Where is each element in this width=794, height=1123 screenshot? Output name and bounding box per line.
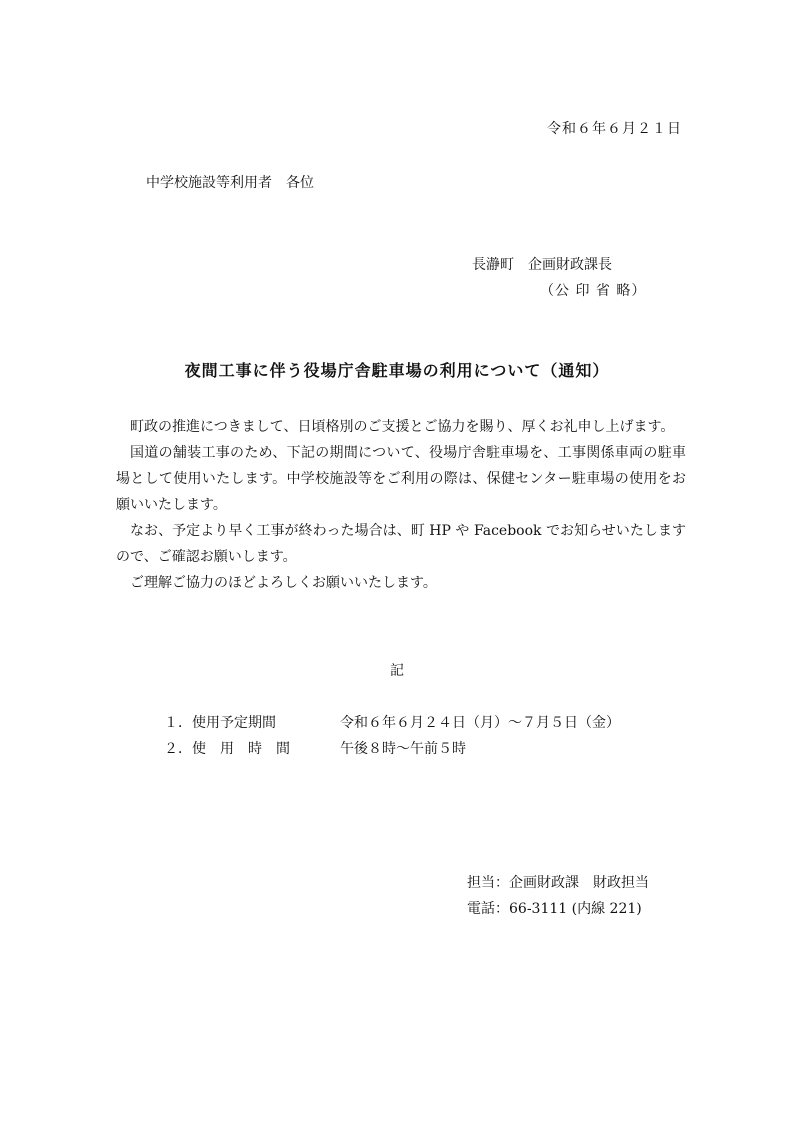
item-value: 午後８時～午前５時: [340, 741, 466, 757]
item-usage-period: [164, 712, 620, 732]
recipient: 中学校施設等利用者 各位: [146, 175, 314, 191]
contact-phone: 電話：66-3111 (内線 221): [467, 901, 642, 917]
item-value: 令和６年６月２４日（月）～７月５日（金）: [340, 715, 620, 731]
paragraph-notice: 国道の舗装工事のため、下記の期間について、役場庁舎駐車場を、工事関係車両の駐車場として使用いたします。中学校施設等をご利用の際は、保健センター駐車場の使用をお願いいたします。: [116, 445, 686, 513]
item-usage-time: [164, 738, 466, 758]
document-title: 夜間工事に伴う役場庁舎駐車場の利用について（通知）: [184, 361, 610, 380]
paragraph-early-finish: なお、予定より早く工事が終わった場合は、町 HP や Facebook でお知らせいたしますので、ご確認お願いします。: [116, 523, 686, 565]
ki-heading: 記: [390, 663, 404, 679]
item-label: １．使用予定期間: [164, 715, 276, 731]
paragraph-closing: ご理解ご協力のほどよろしくお願いいたします。: [130, 575, 437, 591]
body-text: [116, 414, 686, 596]
sender: 長瀞町 企画財政課長: [472, 257, 612, 273]
contact-person: 担当：企画財政課 財政担当: [467, 875, 649, 891]
item-label: ２．使 用 時 間: [164, 741, 290, 757]
paragraph-greeting: 町政の推進につきまして、日頃格別のご支援とご協力を賜り、厚くお礼申し上げます。: [130, 419, 675, 435]
document-date: 令和６年６月２１日: [547, 121, 682, 137]
seal-omitted-note: （公 印 省 略）: [540, 283, 647, 299]
